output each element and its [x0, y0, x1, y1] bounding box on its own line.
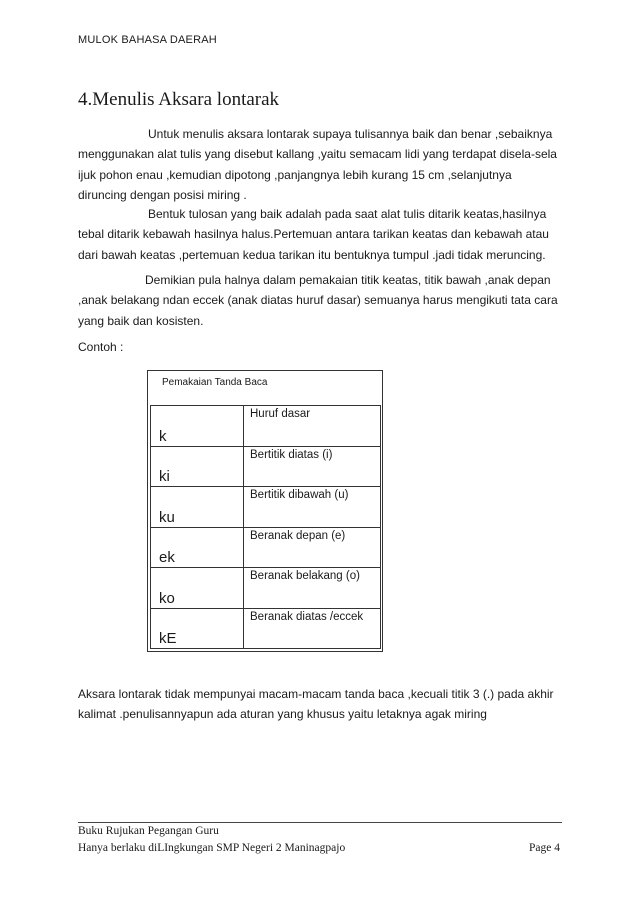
footer-divider — [78, 822, 562, 823]
table-caption: Pemakaian Tanda Baca — [162, 377, 268, 388]
table-row — [151, 487, 381, 528]
symbol-cell — [151, 568, 244, 609]
description-cell: Huruf dasar — [244, 406, 381, 447]
symbol-cell — [151, 487, 244, 528]
description-cell: Bertitik dibawah (u) — [244, 487, 381, 528]
symbol-text: ek — [159, 549, 175, 566]
symbol-text: k — [159, 427, 167, 445]
page-number: Page 4 — [529, 842, 560, 854]
paragraph-3 — [78, 270, 560, 331]
symbol-text: ku — [159, 508, 175, 526]
paragraph-1 — [78, 124, 560, 205]
paragraph-3-text: Demikian pula halnya dalam pemakaian titik keatas, titik bawah ,anak depan ,anak belakang ndan eccek (anak diatas huruf dasar) semuanya harus mengikuti tata cara yang baik dan kosisten. — [78, 273, 558, 328]
paragraph-1-text: Untuk menulis aksara lontarak supaya tulisannya baik dan benar ,sebaiknya menggunakan alat tulis yang disebut kallang ,yaitu semacam lidi yang terdapat disela-sela ijuk pohon enau ,kemudian dipotong ,panjangnya lebih kurang 15 cm ,selanjutnya diruncing dengan posisi miring . — [78, 127, 557, 202]
example-label: Contoh : — [78, 340, 124, 354]
table-row — [151, 608, 381, 649]
symbol-text: ko — [159, 589, 175, 607]
punctuation-table — [150, 405, 381, 649]
description-cell: Beranak depan (e) — [244, 527, 381, 568]
footer-line-2: Hanya berlaku diLIngkungan SMP Negeri 2 Maninagpajo — [78, 842, 346, 854]
description-cell: Bertitik diatas (i) — [244, 446, 381, 487]
symbol-text: kE — [159, 630, 177, 647]
table-row — [151, 406, 381, 447]
table-row — [151, 527, 381, 568]
section-title: 4.Menulis Aksara lontarak — [78, 89, 280, 110]
symbol-text: ki — [159, 468, 170, 485]
paragraph-2 — [78, 204, 560, 265]
table-row — [151, 568, 381, 609]
footer-line-1: Buku Rujukan Pegangan Guru — [78, 825, 219, 837]
running-header: MULOK BAHASA DAERAH — [78, 34, 217, 46]
table-row — [151, 446, 381, 487]
paragraph-2-text: Bentuk tulosan yang baik adalah pada saat alat tulis ditarik keatas,hasilnya tebal ditarik kebawah hasilnya halus.Pertemuan antara tarikan keatas dan kebawah atau dari bawah keatas ,pertemuan kedua tarikan itu bentuknya tumpul .jadi tidak meruncing. — [78, 207, 549, 262]
description-cell: Beranak belakang (o) — [244, 568, 381, 609]
closing-paragraph: Aksara lontarak tidak mempunyai macam-macam tanda baca ,kecuali titik 3 (.) pada akhir kalimat .penulisannyapun ada aturan yang khusus yaitu letaknya agak miring — [78, 687, 554, 722]
symbol-cell — [151, 527, 244, 568]
description-cell: Beranak diatas /eccek — [244, 608, 381, 649]
symbol-cell — [151, 446, 244, 487]
symbol-cell — [151, 608, 244, 649]
symbol-cell — [151, 406, 244, 447]
